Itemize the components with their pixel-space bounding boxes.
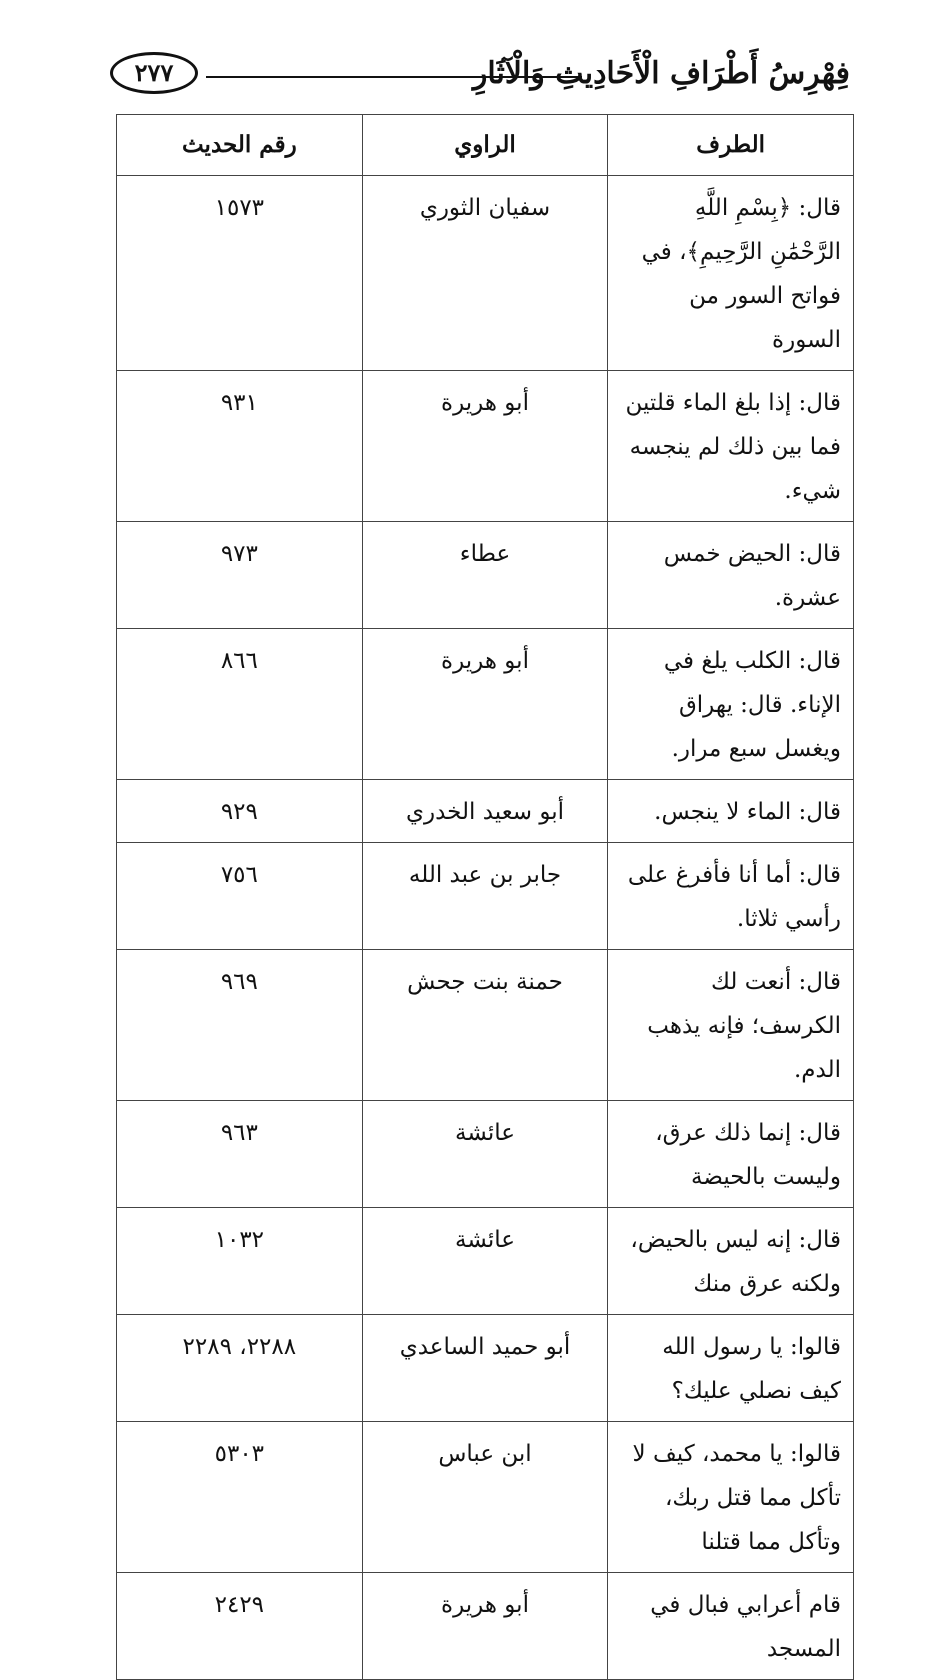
table-row [117, 780, 854, 843]
narrator: سفيان الثوري [362, 176, 608, 371]
header-number: رقم الحديث [117, 115, 363, 176]
page-title: فِهْرِسُ أَطْرَافِ الْأَحَادِيثِ وَالْآثَارِ [472, 56, 850, 91]
hadith-text: قال: ﴿بِسْمِ اللَّهِ الرَّحْمَٰنِ الرَّحِيمِ﴾، في فواتح السور من السورة [608, 176, 854, 371]
hadith-number: ٩٢٩ [117, 780, 363, 843]
hadith-index-table [116, 114, 854, 1680]
narrator: أبو هريرة [362, 1573, 608, 1680]
narrator: أبو هريرة [362, 371, 608, 522]
hadith-text: قال: أما أنا فأفرغ على رأسي ثلاثا. [608, 843, 854, 950]
hadith-number: ٢٢٨٨، ٢٢٨٩ [117, 1315, 363, 1422]
table-row [117, 629, 854, 780]
hadith-number: ٩٧٣ [117, 522, 363, 629]
hadith-number: ٩٣١ [117, 371, 363, 522]
table-row [117, 176, 854, 371]
narrator: أبو هريرة [362, 629, 608, 780]
hadith-number: ٩٦٩ [117, 950, 363, 1101]
table-row [117, 950, 854, 1101]
hadith-text: قالوا: يا رسول الله كيف نصلي عليك؟ [608, 1315, 854, 1422]
hadith-text: قام أعرابي فبال في المسجد [608, 1573, 854, 1680]
table-row [117, 371, 854, 522]
table-row [117, 1315, 854, 1422]
hadith-text: قال: إنما ذلك عرق، وليست بالحيضة [608, 1101, 854, 1208]
narrator: عائشة [362, 1101, 608, 1208]
hadith-number: ٥٣٠٣ [117, 1422, 363, 1573]
hadith-text: قال: إنه ليس بالحيض، ولكنه عرق منك [608, 1208, 854, 1315]
hadith-text: قال: إذا بلغ الماء قلتين فما بين ذلك لم ينجسه شيء. [608, 371, 854, 522]
table-row [117, 1208, 854, 1315]
hadith-text: قال: الماء لا ينجس. [608, 780, 854, 843]
hadith-number: ١٥٧٣ [117, 176, 363, 371]
table-row [117, 1101, 854, 1208]
narrator: جابر بن عبد الله [362, 843, 608, 950]
table-row [117, 1422, 854, 1573]
hadith-number: ١٠٣٢ [117, 1208, 363, 1315]
hadith-text: قال: الحيض خمس عشرة. [608, 522, 854, 629]
header-narrator: الراوي [362, 115, 608, 176]
narrator: أبو سعيد الخدري [362, 780, 608, 843]
table-row [117, 522, 854, 629]
narrator: حمنة بنت جحش [362, 950, 608, 1101]
header-text: الطرف [608, 115, 854, 176]
table-row [117, 1573, 854, 1680]
hadith-text: قال: أنعت لك الكرسف؛ فإنه يذهب الدم. [608, 950, 854, 1101]
table-row [117, 843, 854, 950]
page-header [110, 52, 850, 102]
page-number: ٢٧٧ [110, 52, 198, 94]
hadith-text: قال: الكلب يلغ في الإناء. قال: يهراق ويغسل سبع مرار. [608, 629, 854, 780]
hadith-number: ٨٦٦ [117, 629, 363, 780]
narrator: ابن عباس [362, 1422, 608, 1573]
narrator: أبو حميد الساعدي [362, 1315, 608, 1422]
table-header-row [117, 115, 854, 176]
narrator: عطاء [362, 522, 608, 629]
hadith-text: قالوا: يا محمد، كيف لا تأكل مما قتل ربك، وتأكل مما قتلنا [608, 1422, 854, 1573]
hadith-number: ٧٥٦ [117, 843, 363, 950]
header-rule [206, 76, 582, 78]
hadith-number: ٩٦٣ [117, 1101, 363, 1208]
narrator: عائشة [362, 1208, 608, 1315]
hadith-number: ٢٤٢٩ [117, 1573, 363, 1680]
